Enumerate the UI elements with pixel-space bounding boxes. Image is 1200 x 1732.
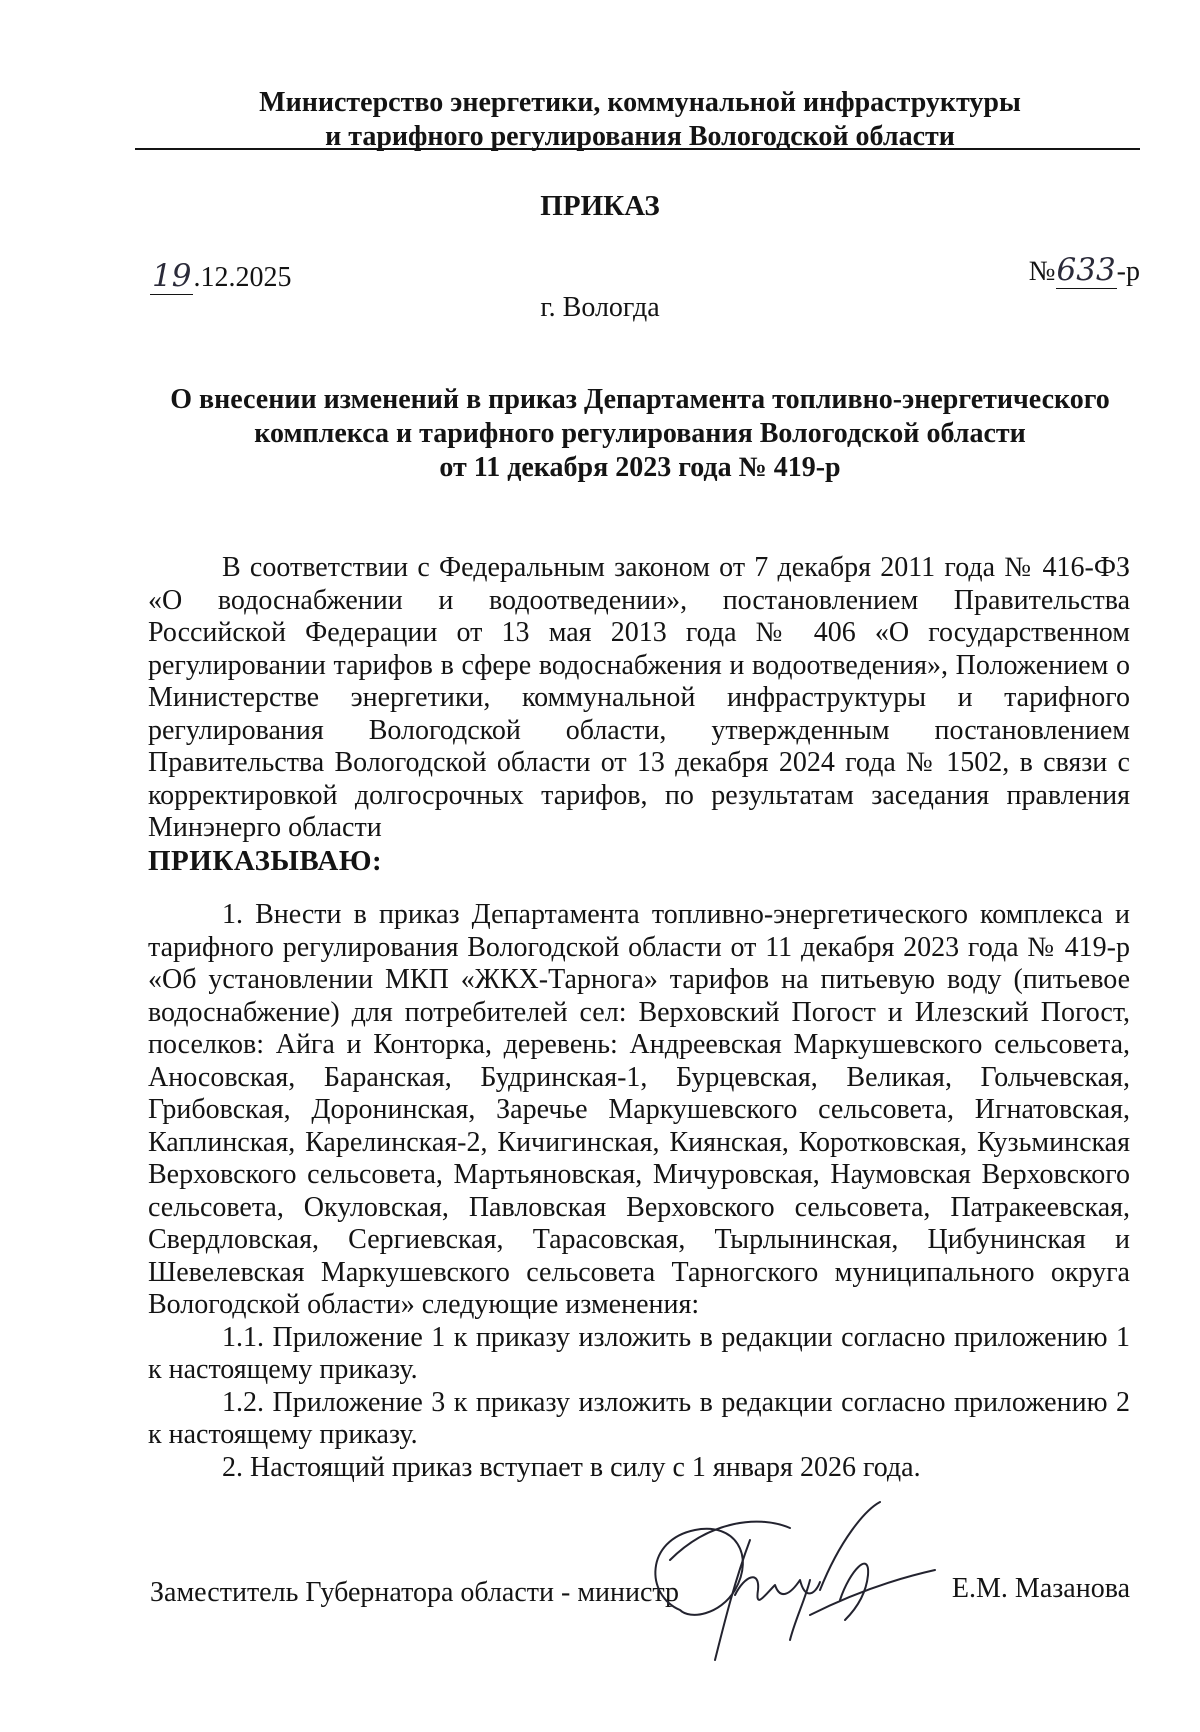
preamble-paragraph: В соответствии с Федеральным законом от 7 декабря 2011 года № 416-ФЗ «О водоснабжении и водоотведении», постановлением Правительства Российской Федерации от 13 мая 2013 года № 406 «О государственном регулировании тарифов в сфере водоснабжения и водоотведения», Положением о Министерстве энергетики, коммунальной инфраструктуры и тарифного регулирования Вологодской области, утвержденным постановлением Правительства Вологодской области от 13 декабря 2024 года № 1502, в связи с корректировкой долгосрочных тарифов, по результатам заседания правления Минэнерго области	[148, 552, 1130, 843]
ministry-line-2: и тарифного регулирования Вологодской области	[325, 121, 955, 152]
decree-heading: ПРИКАЗЫВАЮ:	[148, 844, 383, 877]
handwritten-signature-icon	[640, 1500, 940, 1670]
subject-line-1: О внесении изменений в приказ Департамента топливно-энергетического	[170, 384, 1110, 415]
item-1-2-paragraph: 1.2. Приложение 3 к приказу изложить в редакции согласно приложению 2 к настоящему приказу.	[148, 1386, 1130, 1450]
subject-line-3: от 11 декабря 2023 года № 419-р	[439, 452, 841, 483]
date-rest: .12.2025	[193, 262, 292, 293]
order-city: г. Вологда	[540, 292, 660, 323]
number-suffix: -р	[1116, 256, 1140, 287]
item-1-paragraph: 1. Внести в приказ Департамента топливно-энергетического комплекса и тарифного регулирования Вологодской области от 11 декабря 2023 года № 419-р «Об установлении МКП «ЖКХ-Тарнога» тарифов на питьевую воду (питьевое водоснабжение) для потребителей сел: Верховский Погост и Илезский Погост, поселков: Айга и Конторка, деревень: Андреевская Маркушевского сельсовета, Аносовская, Баранская, Будринская-1, Бурцевская, Великая, Гольчевская, Грибовская, Доронинская, Заречье Маркушевского сельсовета, Игнатовская, Каплинская, Карелинская-2, Кичигинская, Киянская, Коротковская, Кузьминская Верховского сельсовета, Мартьяновская, Мичуровская, Наумовская Верховского сельсовета, Окуловская, Павловская Верховского сельсовета, Патракеевская, Свердловская, Сергиевская, Тарасовская, Тырлынинская, Цибунинская и Шевелевская Маркушевского сельсовета Тарногского муниципального округа Вологодской области» следующие изменения:	[148, 899, 1130, 1320]
number-prefix: №	[1028, 256, 1056, 287]
signatory-role: Заместитель Губернатора области - министр	[150, 1577, 679, 1608]
order-number	[1029, 252, 1140, 288]
order-date	[150, 258, 291, 294]
order-title: ПРИКАЗ	[540, 190, 660, 222]
order-subject	[140, 383, 1140, 485]
date-day-handwritten: 19	[152, 258, 192, 294]
header-rule	[135, 148, 1140, 150]
order-body	[148, 552, 1130, 1484]
subject-line-2: комплекса и тарифного регулирования Вологодской области	[254, 418, 1026, 449]
ministry-name	[130, 86, 1150, 154]
item-2-paragraph: 2. Настоящий приказ вступает в силу с 1 января 2026 года.	[222, 1451, 921, 1483]
number-handwritten: 633	[1056, 252, 1116, 288]
signatory-name: Е.М. Мазанова	[951, 1573, 1130, 1604]
ministry-line-1: Министерство энергетики, коммунальной инфраструктуры	[259, 87, 1021, 118]
item-1-1-paragraph: 1.1. Приложение 1 к приказу изложить в редакции согласно приложению 1 к настоящему приказу.	[148, 1321, 1130, 1385]
